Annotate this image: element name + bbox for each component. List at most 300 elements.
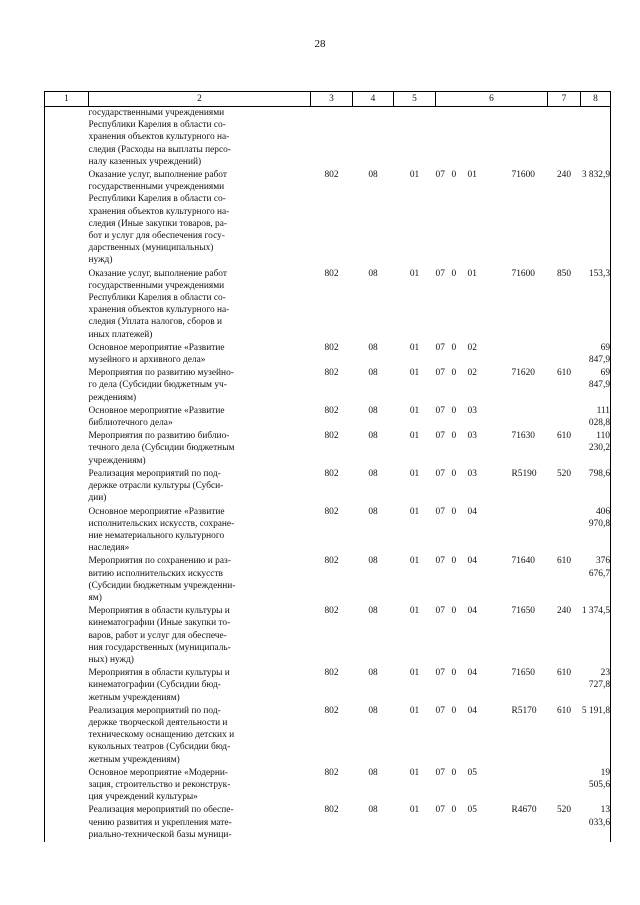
target-article-cell [436, 804, 548, 842]
description-line: следия (Уплата налогов, сборов и [88, 317, 223, 328]
ministry-code-cell [311, 342, 353, 367]
target-article-cell [436, 268, 548, 342]
description-line: дии) [88, 493, 107, 504]
target-article-cell [436, 468, 548, 506]
activity-code: 05 [467, 805, 477, 816]
amount-value: 69 847,9 [588, 342, 610, 366]
subsection-code: 01 [409, 405, 420, 416]
row-description-cell [89, 342, 311, 367]
direction-code: R5190 [511, 468, 537, 479]
section-code: 08 [368, 405, 378, 416]
description-line: хранения объектов культурного на- [88, 305, 230, 316]
row-number-cell [45, 506, 89, 556]
row-number-cell [45, 430, 89, 468]
row-number-cell [45, 667, 89, 705]
amount-cell [581, 506, 611, 556]
expense-type-cell [548, 169, 581, 268]
table-row [45, 705, 611, 767]
ministry-code: 802 [324, 431, 339, 442]
program-code: 07 [435, 767, 445, 778]
ministry-code: 802 [324, 668, 339, 679]
row-number-cell [45, 107, 89, 170]
program-code: 07 [435, 606, 445, 617]
description-line: техническому оснащению детских и [88, 730, 235, 741]
section-cell [353, 605, 394, 667]
subsection-cell [394, 605, 436, 667]
program-code: 07 [435, 268, 445, 279]
program-code: 07 [435, 342, 445, 353]
expense-type-cell [548, 468, 581, 506]
target-article-cell [436, 405, 548, 430]
expense-type-cell [548, 367, 581, 405]
amount-cell [581, 342, 611, 367]
description-line: кинематографии (Субсидии бюд- [88, 680, 221, 691]
subsection-cell [394, 468, 436, 506]
expense-type-code: 850 [556, 268, 572, 279]
subprogram-code: 0 [451, 342, 457, 353]
direction-code [512, 342, 548, 354]
amount-value: 69 847,9 [588, 368, 610, 391]
section-code: 08 [368, 805, 378, 816]
table-row [45, 555, 611, 605]
ministry-code: 802 [324, 405, 339, 416]
row-number-cell [45, 169, 89, 268]
row-description-cell [89, 804, 311, 842]
description-line: Основное мероприятие «Развитие [88, 506, 225, 517]
description-line: иных платежей) [88, 329, 153, 340]
description-line: Республики Карелия в области со- [88, 293, 226, 304]
target-article-code [436, 405, 548, 417]
direction-code: R5170 [511, 705, 537, 716]
activity-code: 04 [467, 556, 477, 567]
row-number-cell [45, 555, 89, 605]
target-article-code [436, 767, 548, 779]
table-row [45, 169, 611, 268]
row-number-cell [45, 605, 89, 667]
row-number-cell [45, 367, 89, 405]
ministry-code-cell [311, 367, 353, 405]
amount-value: 110 230,2 [588, 431, 610, 454]
amount-value: 111 028,8 [588, 405, 610, 429]
amount-cell [581, 468, 611, 506]
description-line: зация, строительство и реконструк- [88, 779, 231, 790]
expense-type-code: 520 [556, 805, 572, 816]
program-code: 07 [435, 805, 445, 816]
activity-code: 03 [467, 468, 477, 479]
amount-cell [581, 667, 611, 705]
ministry-code-cell [311, 169, 353, 268]
expense-type-cell [548, 605, 581, 667]
description-line: го дела (Субсидии бюджетным уч- [88, 380, 227, 391]
description-line: реждениям) [88, 392, 137, 403]
header-cell-col-6: 6 [436, 92, 548, 107]
subsection-cell [394, 169, 436, 268]
header-cell-col-7: 7 [548, 92, 581, 107]
description-line: кукольных театров (Субсидии бюд- [88, 742, 231, 753]
section-cell [353, 169, 394, 268]
expense-type-code: 240 [556, 170, 572, 181]
program-code: 07 [435, 506, 445, 517]
section-code: 08 [368, 368, 378, 379]
ministry-code: 802 [324, 468, 339, 479]
ministry-code-cell [311, 405, 353, 430]
subsection-code: 01 [409, 368, 420, 379]
expense-type-cell [548, 506, 581, 556]
description-line: чению развития и укрепления мате- [88, 817, 232, 828]
target-article-cell [436, 767, 548, 805]
amount-cell [581, 767, 611, 805]
direction-code: 71620 [511, 368, 535, 379]
header-cell-col-3: 3 [311, 92, 353, 107]
header-cell-col-4: 4 [353, 92, 394, 107]
subprogram-code: 0 [451, 405, 457, 416]
program-code: 07 [435, 468, 445, 479]
description-line: исполнительских искусств, сохране- [88, 518, 235, 529]
ministry-code: 802 [324, 556, 339, 567]
subsection-cell [394, 268, 436, 342]
program-code: 07 [435, 556, 445, 567]
row-number-cell [45, 268, 89, 342]
target-article-code [436, 367, 548, 379]
amount-cell [581, 268, 611, 342]
expense-type-code: 610 [556, 368, 572, 379]
target-article-cell [436, 367, 548, 405]
program-code: 07 [435, 368, 445, 379]
row-description-cell [89, 107, 311, 170]
subsection-cell [394, 342, 436, 367]
description-line: Мероприятия в области культуры и [88, 668, 230, 679]
description-line: хранения объектов культурного на- [88, 206, 230, 217]
description-line: ям) [88, 592, 102, 603]
program-code: 07 [435, 170, 445, 181]
expense-type-cell [548, 705, 581, 767]
table-row [45, 667, 611, 705]
subsection-cell [394, 107, 436, 170]
amount-cell [581, 367, 611, 405]
direction-code [512, 767, 548, 779]
section-code: 08 [368, 268, 378, 279]
section-cell [353, 107, 394, 170]
program-code: 07 [435, 668, 445, 679]
ministry-code-cell [311, 605, 353, 667]
target-article-code [436, 169, 548, 181]
amount-value: 406 970,8 [588, 506, 610, 529]
table-row [45, 804, 611, 842]
amount-value: 13 033,6 [588, 805, 610, 828]
description-line: бот и услуг для обеспечения госу- [88, 231, 225, 242]
ministry-code: 802 [324, 805, 339, 816]
amount-value: 798,6 [588, 468, 610, 479]
description-line: наследия» [88, 543, 130, 554]
description-line: ние нематериального культурного [88, 530, 225, 541]
section-code: 08 [368, 506, 378, 517]
amount-cell [581, 430, 611, 468]
description-line: жетным учреждениям) [88, 754, 180, 765]
ministry-code-cell [311, 555, 353, 605]
expense-type-cell [548, 555, 581, 605]
subsection-cell [394, 555, 436, 605]
header-cell-col-5: 5 [394, 92, 436, 107]
subprogram-code: 0 [451, 767, 457, 778]
target-article-cell [436, 169, 548, 268]
amount-cell [581, 705, 611, 767]
ministry-code: 802 [324, 506, 339, 517]
activity-code: 03 [467, 431, 477, 442]
subsection-code: 01 [409, 805, 420, 816]
target-article-code [436, 605, 548, 617]
row-description-cell [89, 268, 311, 342]
description-line: музейного и архивного дела» [88, 355, 206, 366]
expense-type-cell [548, 268, 581, 342]
section-code: 08 [368, 556, 378, 567]
expense-type-code: 610 [556, 705, 572, 716]
subprogram-code: 0 [451, 556, 457, 567]
description-line: Мероприятия по развитию библио- [88, 431, 230, 442]
activity-code: 03 [467, 405, 477, 416]
budget-table [44, 91, 611, 842]
table-row [45, 430, 611, 468]
description-line: следия (Расходы на выплаты персо- [88, 144, 231, 155]
target-article-cell [436, 342, 548, 367]
amount-value: 3 832,9 [581, 170, 610, 181]
expense-type-code: 520 [556, 468, 572, 479]
table-row [45, 767, 611, 805]
subsection-code: 01 [409, 556, 420, 567]
ministry-code: 802 [324, 342, 339, 353]
direction-code: 71640 [511, 556, 535, 567]
row-description-cell [89, 405, 311, 430]
subsection-code: 01 [409, 705, 420, 716]
activity-code: 04 [467, 606, 477, 617]
target-article-code [436, 804, 548, 816]
section-cell [353, 430, 394, 468]
description-line: жетным учреждениям) [88, 692, 180, 703]
table-row [45, 342, 611, 367]
row-description-cell [89, 767, 311, 805]
subprogram-code: 0 [451, 705, 457, 716]
target-article-code [436, 468, 548, 480]
activity-code: 01 [467, 268, 477, 279]
description-line: Основное мероприятие «Модерни- [88, 767, 228, 778]
section-code: 08 [368, 342, 378, 353]
description-line: витию исполнительских искусств [88, 568, 223, 579]
expense-type-cell [548, 430, 581, 468]
ministry-code: 802 [324, 767, 339, 778]
page-number: 28 [314, 38, 326, 50]
amount-cell [581, 555, 611, 605]
row-number-cell [45, 767, 89, 805]
amount-value: 376 676,7 [588, 556, 610, 579]
target-article-cell [436, 705, 548, 767]
row-description-cell [89, 667, 311, 705]
row-description-cell [89, 468, 311, 506]
ministry-code: 802 [324, 268, 339, 279]
expense-type-code: 610 [556, 668, 572, 679]
table-row [45, 468, 611, 506]
table-row [45, 107, 611, 170]
target-article-cell [436, 430, 548, 468]
section-cell [353, 468, 394, 506]
subsection-cell [394, 430, 436, 468]
description-line: кинематографии (Иные закупки то- [88, 618, 231, 629]
row-description-cell [89, 605, 311, 667]
ministry-code-cell [311, 804, 353, 842]
section-code: 08 [368, 431, 378, 442]
amount-value: 1 374,5 [581, 606, 610, 617]
subprogram-code: 0 [451, 268, 457, 279]
expense-type-cell [548, 342, 581, 367]
target-article-cell [436, 667, 548, 705]
description-line: течного дела (Субсидии бюджетным [88, 443, 235, 454]
description-line: Оказание услуг, выполнение работ [88, 170, 227, 181]
row-description-cell [89, 430, 311, 468]
section-cell [353, 367, 394, 405]
subprogram-code: 0 [451, 805, 457, 816]
table-header [45, 92, 611, 107]
expense-type-cell [548, 767, 581, 805]
ministry-code-cell [311, 107, 353, 170]
direction-code: 71630 [511, 431, 535, 442]
description-line: (Субсидии бюджетным учрежденни- [88, 580, 236, 591]
subsection-cell [394, 804, 436, 842]
subprogram-code: 0 [451, 468, 457, 479]
subsection-code: 01 [409, 506, 420, 517]
header-cell-col-8: 8 [581, 92, 611, 107]
header-cell-col-1: 1 [45, 92, 89, 107]
ministry-code-cell [311, 667, 353, 705]
ministry-code-cell [311, 705, 353, 767]
direction-code [512, 405, 548, 417]
direction-code: R4670 [511, 805, 537, 816]
table-row [45, 506, 611, 556]
table-row [45, 605, 611, 667]
description-line: Республики Карелия в области со- [88, 194, 226, 205]
description-line: Мероприятия по развитию музейно- [88, 368, 234, 379]
description-line: библиотечного дела» [88, 418, 173, 429]
section-cell [353, 555, 394, 605]
program-code: 07 [435, 431, 445, 442]
description-line: Оказание услуг, выполнение работ [88, 268, 227, 279]
target-article-cell [436, 555, 548, 605]
amount-value: 23 727,8 [588, 668, 610, 691]
ministry-code-cell [311, 430, 353, 468]
description-line: следия (Иные закупки товаров, ра- [88, 218, 228, 229]
description-line: Реализация мероприятий по под- [88, 705, 221, 716]
section-cell [353, 804, 394, 842]
description-line: государственными учреждениями [88, 108, 225, 118]
subsection-cell [394, 367, 436, 405]
amount-cell [581, 605, 611, 667]
activity-code: 04 [467, 705, 477, 716]
target-article-code [436, 667, 548, 679]
description-line: учреждениям) [88, 455, 146, 466]
description-line: держке творческой деятельности и [88, 717, 228, 728]
table-row [45, 268, 611, 342]
ministry-code-cell [311, 506, 353, 556]
target-article-cell [436, 107, 548, 170]
amount-value: 19 505,6 [588, 767, 610, 790]
subsection-code: 01 [409, 606, 420, 617]
section-cell [353, 705, 394, 767]
subsection-cell [394, 767, 436, 805]
description-line: держке отрасли культуры (Субси- [88, 481, 224, 492]
table-row [45, 367, 611, 405]
program-code: 07 [435, 705, 445, 716]
section-code: 08 [368, 767, 378, 778]
description-line: Республики Карелия в области со- [88, 120, 226, 131]
activity-code: 05 [467, 767, 477, 778]
subprogram-code: 0 [451, 606, 457, 617]
subsection-cell [394, 667, 436, 705]
description-line: государственными учреждениями [88, 182, 225, 193]
amount-cell [581, 169, 611, 268]
ministry-code: 802 [324, 606, 339, 617]
row-number-cell [45, 804, 89, 842]
row-number-cell [45, 705, 89, 767]
section-code: 08 [368, 606, 378, 617]
subsection-cell [394, 405, 436, 430]
description-line: варов, работ и услуг для обеспече- [88, 630, 227, 641]
description-line: дарственных (муниципальных) [88, 243, 214, 254]
subsection-code: 01 [409, 767, 420, 778]
expense-type-code: 240 [556, 606, 572, 617]
direction-code: 71650 [511, 606, 535, 617]
ministry-code-cell [311, 468, 353, 506]
subprogram-code: 0 [451, 668, 457, 679]
description-line: ция учреждений культуры» [88, 792, 198, 803]
target-article-cell [436, 506, 548, 556]
section-cell [353, 342, 394, 367]
row-number-cell [45, 468, 89, 506]
description-line: Реализация мероприятий по обеспе- [88, 805, 234, 816]
section-cell [353, 667, 394, 705]
subprogram-code: 0 [451, 506, 457, 517]
target-article-code [436, 430, 548, 442]
subprogram-code: 0 [451, 431, 457, 442]
activity-code: 04 [467, 506, 477, 517]
row-description-cell [89, 555, 311, 605]
expense-type-code: 610 [556, 556, 572, 567]
amount-cell [581, 804, 611, 842]
row-description-cell [89, 367, 311, 405]
subsection-code: 01 [409, 170, 420, 181]
direction-code: 71600 [511, 170, 535, 181]
target-article-code [436, 268, 548, 280]
amount-cell [581, 405, 611, 430]
description-line: Мероприятия по сохранению и раз- [88, 556, 231, 567]
direction-code: 71650 [511, 668, 535, 679]
direction-code [512, 506, 548, 518]
ministry-code: 802 [324, 705, 339, 716]
description-line: налу казенных учреждений) [88, 156, 202, 167]
description-line: ных) нужд) [88, 654, 134, 665]
description-line: ния государственных (муниципаль- [88, 642, 231, 653]
subsection-code: 01 [409, 668, 420, 679]
direction-code: 71600 [511, 268, 535, 279]
ministry-code: 802 [324, 368, 339, 379]
subprogram-code: 0 [451, 170, 457, 181]
ministry-code-cell [311, 767, 353, 805]
activity-code: 02 [467, 368, 477, 379]
program-code: 07 [435, 405, 445, 416]
subprogram-code: 0 [451, 368, 457, 379]
expense-type-cell [548, 804, 581, 842]
subsection-cell [394, 506, 436, 556]
row-number-cell [45, 405, 89, 430]
amount-value: 153,3 [588, 268, 610, 279]
amount-value: 5 191,8 [581, 705, 610, 716]
section-code: 08 [368, 468, 378, 479]
